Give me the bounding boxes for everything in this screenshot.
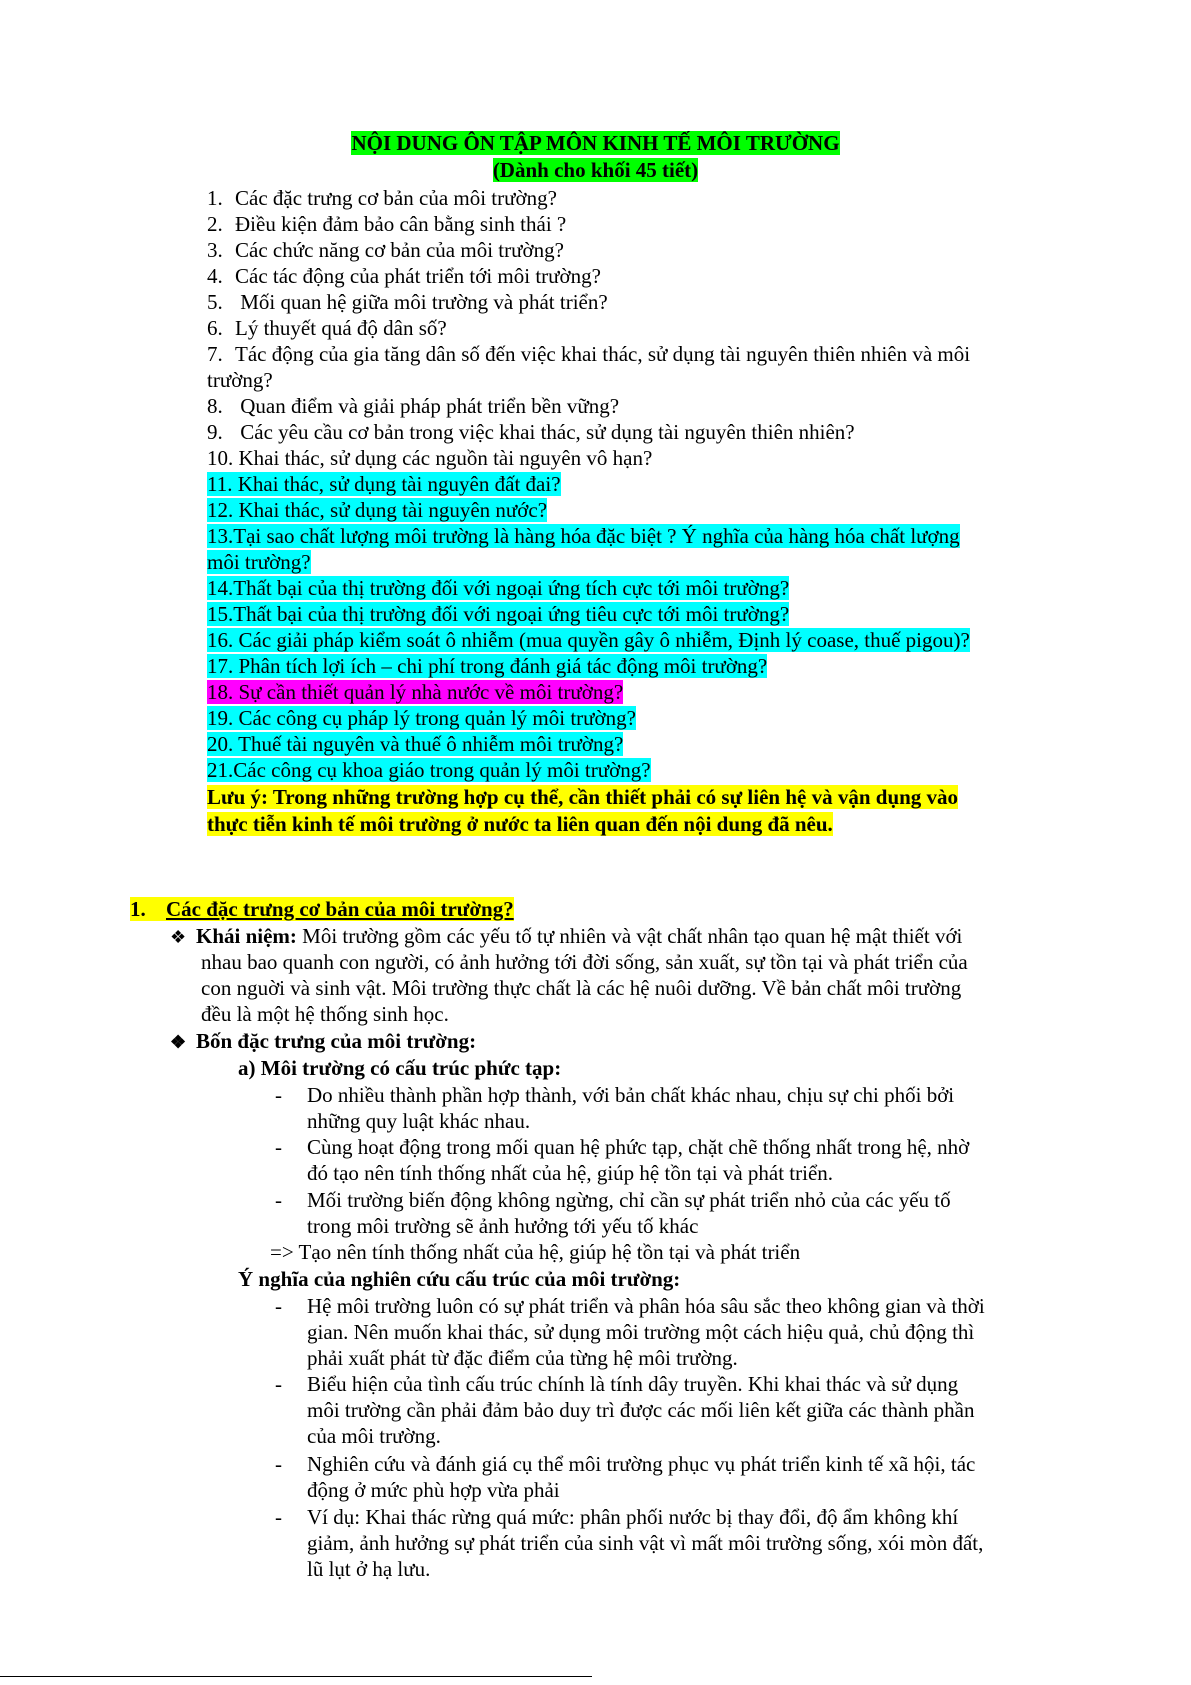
subsection-a-title: a) Môi trường có cấu trúc phức tạp: (238, 1056, 562, 1080)
list-item-line (307, 1293, 985, 1319)
conclusion-text: => Tạo nên tính thống nhất của hệ, giúp hệ tồn tại và phát triển (270, 1240, 801, 1264)
concept-text: đều là một hệ thống sinh học. (201, 1002, 449, 1026)
dash-bullet: - (275, 1372, 282, 1396)
question-item (207, 419, 855, 445)
list-item-line (307, 1187, 951, 1213)
question-number: 3. (207, 238, 223, 262)
question-item (207, 497, 547, 523)
question-text: Các đặc trưng cơ bản của môi trường? (235, 186, 557, 210)
list-item-text: động ở mức phù hợp vừa phải (307, 1478, 560, 1502)
list-item-text: Hệ môi trường luôn có sự phát triển và phân hóa sâu sắc theo không gian và thời (307, 1294, 985, 1318)
question-text: 18. Sự cần thiết quản lý nhà nước về môi trường? (207, 680, 624, 704)
concept-text: con nguời và sinh vật. Môi trường thực chất là các hệ nuôi dưỡng. Về bản chất môi trường (201, 976, 962, 1000)
question-number: 5. (207, 290, 223, 314)
section-heading (130, 896, 514, 922)
note-line1 (207, 784, 958, 810)
doc-subtitle-line (0, 157, 1191, 183)
dash-bullet: - (275, 1135, 282, 1159)
question-item-continuation (207, 367, 273, 393)
question-text: môi trường? (207, 550, 311, 574)
question-text: 19. Các công cụ pháp lý trong quản lý môi trường? (207, 706, 636, 730)
concept-line1 (170, 923, 1058, 950)
list-item-line (307, 1082, 954, 1108)
question-text: Lý thuyết quá độ dân số? (235, 316, 447, 340)
list-item-line (307, 1319, 974, 1345)
question-number: 8. (207, 394, 223, 418)
list-item-text: Mối trường biến động không ngừng, chỉ cần sự phát triển nhỏ của các yếu tố (307, 1188, 951, 1212)
question-text: 10. Khai thác, sử dụng các nguồn tài nguyên vô hạn? (207, 446, 653, 470)
footer-divider (0, 1676, 592, 1677)
concept-line (201, 975, 961, 1001)
question-text: 12. Khai thác, sử dụng tài nguyên nước? (207, 498, 548, 522)
question-text: 14.Thất bại của thị trường đối với ngoại ứng tích cực tới môi trường? (207, 576, 790, 600)
question-number: 6. (207, 316, 223, 340)
question-item (207, 653, 767, 679)
note-text: Lưu ý: Trong những trường hợp cụ thể, cần thiết phải có sự liên hệ và vận dụng vào (207, 785, 959, 809)
question-text: 21.Các công cụ khoa giáo trong quản lý môi trường? (207, 758, 651, 782)
question-item (207, 757, 651, 783)
list-item-text: gian. Nên muốn khai thác, sử dụng môi trường một cách hiệu quả, chủ động thì (307, 1320, 975, 1344)
doc-title-line1 (0, 130, 1191, 156)
question-item (207, 601, 789, 627)
question-text: 15.Thất bại của thị trường đối với ngoại ứng tiêu cực tới môi trường? (207, 602, 790, 626)
doc-subtitle: (Dành cho khối 45 tiết) (492, 158, 699, 182)
question-item (207, 523, 960, 549)
list-item-text: những quy luật khác nhau. (307, 1109, 531, 1133)
dash-bullet: - (275, 1294, 282, 1318)
note-text: thực tiễn kinh tế môi trường ở nước ta liên quan đến nội dung đã nêu. (207, 812, 833, 836)
diamond-bullet-icon: ❖ (170, 1032, 187, 1052)
question-item (207, 237, 564, 263)
note-line2 (207, 811, 833, 837)
dash-bullet: - (275, 1083, 282, 1107)
meaning-label: Ý nghĩa của nghiên cứu cấu trúc của môi trường: (238, 1267, 681, 1291)
question-item (207, 705, 636, 731)
question-item (207, 315, 447, 341)
section-title: Các đặc trưng cơ bản của môi trường? (166, 897, 514, 921)
question-item (207, 679, 623, 705)
list-item-text: môi trường cần phải đảm bảo duy trì được các mối liên kết giữa các thành phần (307, 1398, 975, 1422)
meaning-heading (238, 1266, 680, 1292)
list-item-text: của môi trường. (307, 1424, 441, 1448)
four-traits-heading (170, 1028, 476, 1055)
question-text: Các tác động của phát triển tới môi trường? (235, 264, 601, 288)
question-item-continuation (207, 549, 311, 575)
question-item (207, 289, 608, 315)
question-item (207, 575, 789, 601)
question-number: 9. (207, 420, 223, 444)
list-item-text: giảm, ảnh hưởng sự phát triển của sinh vật vì mất môi trường sống, xói mòn đất, (307, 1531, 984, 1555)
four-traits-label: Bốn đặc trưng của môi trường: (196, 1029, 477, 1053)
list-item-text: Do nhiều thành phần hợp thành, với bản chất khác nhau, chịu sự chi phối bởi (307, 1083, 955, 1107)
concept-label: Khái niệm: (196, 924, 297, 948)
list-item-text: Cùng hoạt động trong mối quan hệ phức tạp, chặt chẽ thống nhất trong hệ, nhờ (307, 1135, 970, 1159)
list-item-line (307, 1530, 983, 1556)
list-item-text: trong môi trường sẽ ảnh hưởng tới yếu tố khác (307, 1214, 699, 1238)
list-item-line (307, 1423, 441, 1449)
question-text: Tác động của gia tăng dân số đến việc khai thác, sử dụng tài nguyên thiên nhiên và môi (235, 342, 971, 366)
list-item-line (307, 1371, 958, 1397)
question-text: 13.Tại sao chất lượng môi trường là hàng hóa đặc biệt ? Ý nghĩa của hàng hóa chất lượng (207, 524, 960, 548)
question-text: 11. Khai thác, sử dụng tài nguyên đất đai? (207, 472, 561, 496)
list-item-line (307, 1134, 969, 1160)
concept-text: Môi trường gồm các yếu tố tự nhiên và vật chất nhân tạo quan hệ mật thiết với (296, 924, 963, 948)
question-item (207, 445, 652, 471)
question-text: 16. Các giải pháp kiểm soát ô nhiễm (mua quyền gây ô nhiễm, Định lý coase, thuế pigou)? (207, 628, 970, 652)
question-text: Mối quan hệ giữa môi trường và phát triển? (235, 290, 608, 314)
question-number: 7. (207, 342, 223, 366)
diamond-bullet-icon: ❖ (170, 927, 187, 947)
question-number: 1. (207, 186, 223, 210)
question-item (207, 731, 623, 757)
question-text: trường? (207, 368, 273, 392)
dash-bullet: - (275, 1452, 282, 1476)
question-text: Quan điểm và giải pháp phát triển bền vững? (235, 394, 620, 418)
conclusion-line (270, 1239, 800, 1265)
question-item (207, 627, 970, 653)
question-text: Các yêu cầu cơ bản trong việc khai thác, sử dụng tài nguyên thiên nhiên? (235, 420, 855, 444)
list-item-text: đó tạo nên tính thống nhất của hệ, giúp hệ tồn tại và phát triển. (307, 1161, 834, 1185)
list-item-line (307, 1160, 833, 1186)
question-item (207, 393, 619, 419)
subsection-a-heading (238, 1055, 561, 1081)
question-item (207, 471, 561, 497)
list-item-line (307, 1477, 560, 1503)
question-item (207, 185, 557, 211)
dash-bullet: - (275, 1188, 282, 1212)
concept-text: nhau bao quanh con người, có ảnh hưởng tới đời sống, sản xuất, sự tồn tại và phát triển của (201, 950, 968, 974)
question-text: Điều kiện đảm bảo cân bằng sinh thái ? (235, 212, 567, 236)
list-item-line (307, 1397, 974, 1423)
list-item-line (307, 1451, 975, 1477)
list-item-text: Nghiên cứu và đánh giá cụ thể môi trường phục vụ phát triển kinh tế xã hội, tác (307, 1452, 976, 1476)
question-text: 17. Phân tích lợi ích – chi phí trong đánh giá tác động môi trường? (207, 654, 768, 678)
list-item-line (307, 1345, 738, 1371)
list-item-line (307, 1556, 430, 1582)
question-item (207, 341, 970, 367)
list-item-text: phải xuất phát từ đặc điểm của từng hệ môi trường. (307, 1346, 738, 1370)
list-item-line (307, 1213, 698, 1239)
section-number: 1. (130, 897, 146, 921)
list-item-line (307, 1504, 958, 1530)
question-item (207, 263, 601, 289)
list-item-line (307, 1108, 530, 1134)
question-number: 4. (207, 264, 223, 288)
list-item-text: Ví dụ: Khai thác rừng quá mức: phân phối nước bị thay đổi, độ ẩm không khí (307, 1505, 959, 1529)
question-text: Các chức năng cơ bản của môi trường? (235, 238, 564, 262)
list-item-text: Biểu hiện của tình cấu trúc chính là tính dây truyền. Khi khai thác và sử dụng (307, 1372, 959, 1396)
concept-line (201, 1001, 449, 1027)
dash-bullet: - (275, 1505, 282, 1529)
doc-title: NỘI DUNG ÔN TẬP MÔN KINH TẾ MÔI TRƯỜNG (351, 131, 840, 155)
list-item-text: lũ lụt ở hạ lưu. (307, 1557, 431, 1581)
concept-line (201, 949, 968, 975)
question-item (207, 211, 566, 237)
question-number: 2. (207, 212, 223, 236)
question-text: 20. Thuế tài nguyên và thuế ô nhiễm môi trường? (207, 732, 624, 756)
